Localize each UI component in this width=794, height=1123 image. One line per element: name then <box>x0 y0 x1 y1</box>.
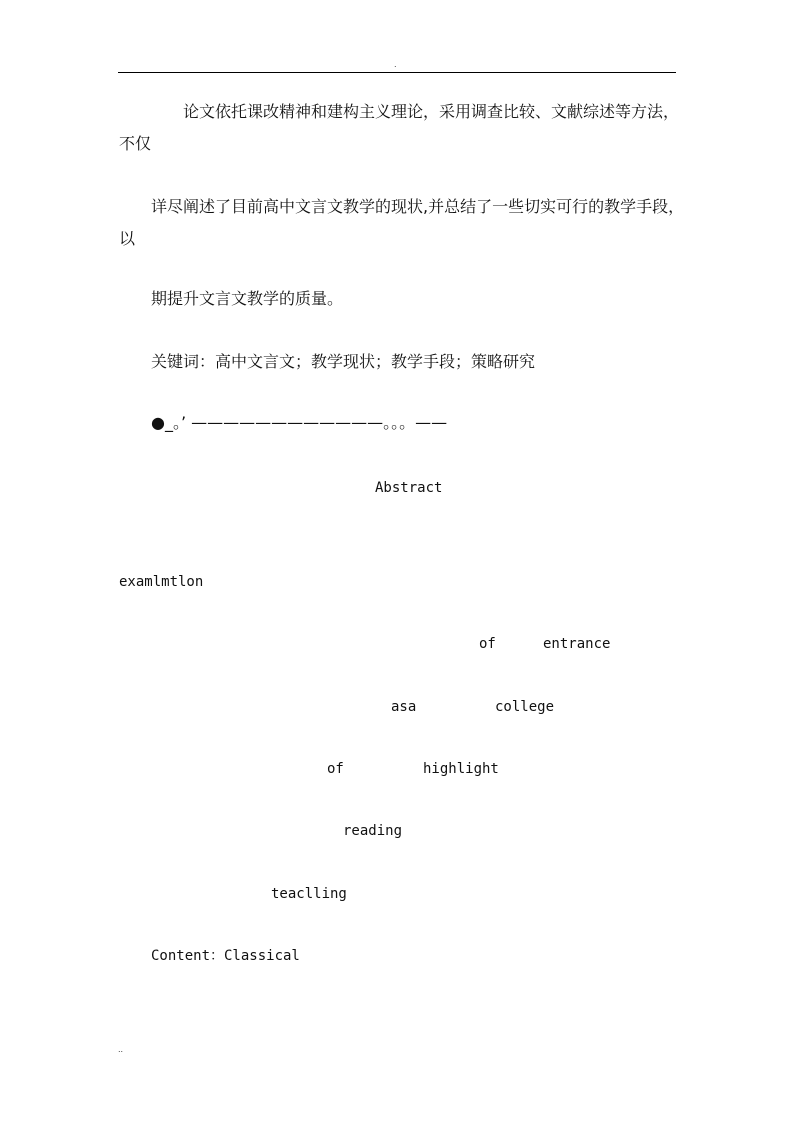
paragraph-2-line-1: 详尽阐述了目前高中文言文教学的现状,并总结了一些切实可行的教学手段， <box>151 197 685 216</box>
footer-mark: .. <box>118 1045 124 1054</box>
header-mark: . <box>394 60 397 69</box>
abstract-word: college <box>495 699 555 715</box>
abstract-word: reading <box>343 823 403 839</box>
abstract-word: highlight <box>423 761 499 777</box>
header-rule <box>118 72 676 73</box>
paragraph-1-line-2: 不仅 <box>119 134 152 153</box>
paragraph-2-line-2: 以 <box>119 229 136 248</box>
keywords-line: 关键词：高中文言文；教学现状；教学手段；策略研究 <box>151 352 536 371</box>
abstract-title: Abstract <box>375 480 443 496</box>
abstract-word: of <box>479 636 496 652</box>
abstract-word: entrance <box>543 636 611 652</box>
paragraph-3: 期提升文言文教学的质量。 <box>151 289 344 308</box>
paragraph-1-line-1: 论文依托课改精神和建构主义理论，采用调查比较、文献综述等方法， <box>183 102 680 121</box>
abstract-word: examlmtlon <box>119 574 204 590</box>
abstract-word: of <box>327 761 344 777</box>
abstract-word: teaclling <box>271 886 347 902</box>
garbled-line: ●_。’ ————————————。。。—— <box>151 413 448 432</box>
abstract-content-line: Content：Classical <box>151 948 300 964</box>
abstract-word: asa <box>391 699 417 715</box>
